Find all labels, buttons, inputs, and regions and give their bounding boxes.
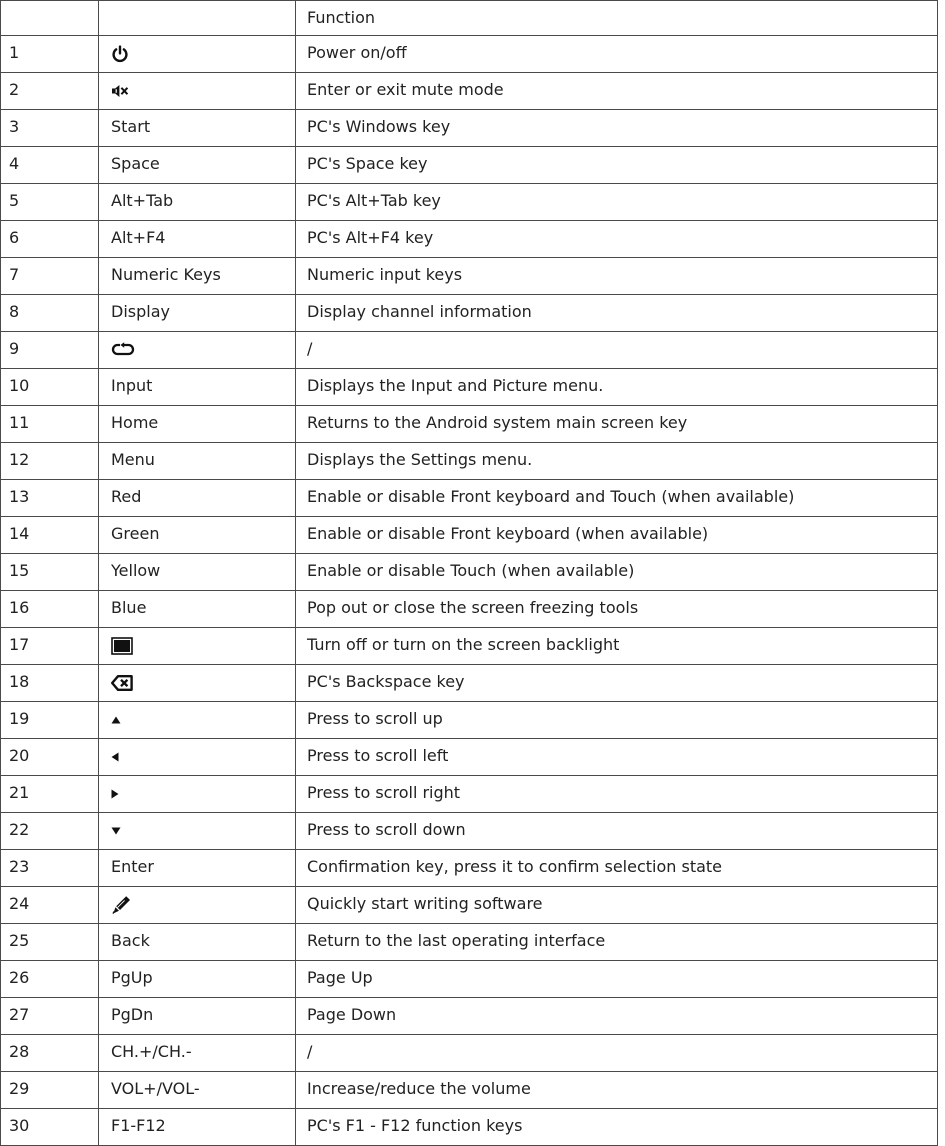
function-cell: Numeric input keys	[296, 258, 938, 295]
row-number-cell: 29	[1, 1072, 99, 1109]
table-row	[1, 406, 938, 443]
row-number-cell: 28	[1, 1035, 99, 1072]
row-number-cell: 20	[1, 739, 99, 776]
table-row	[1, 554, 938, 591]
key-name-cell: CH.+/CH.-	[99, 1035, 296, 1072]
key-icon-cell	[99, 332, 296, 369]
key-icon-cell	[99, 739, 296, 776]
table-row	[1, 332, 938, 369]
header-key-cell	[99, 1, 296, 36]
table-row	[1, 739, 938, 776]
function-cell: Quickly start writing software	[296, 887, 938, 924]
row-number-cell: 23	[1, 850, 99, 887]
row-number-cell: 22	[1, 813, 99, 850]
table-row	[1, 73, 938, 110]
key-name-cell: Input	[99, 369, 296, 406]
table-row	[1, 480, 938, 517]
function-cell: Page Down	[296, 998, 938, 1035]
row-number-cell: 15	[1, 554, 99, 591]
key-icon-cell	[99, 36, 296, 73]
table-row	[1, 1109, 938, 1146]
row-number-cell: 11	[1, 406, 99, 443]
table-row	[1, 221, 938, 258]
table-row	[1, 443, 938, 480]
key-icon-cell	[99, 665, 296, 702]
function-cell: PC's Windows key	[296, 110, 938, 147]
pen-icon	[111, 895, 131, 915]
row-number-cell: 30	[1, 1109, 99, 1146]
row-number-cell: 5	[1, 184, 99, 221]
table-row	[1, 295, 938, 332]
table-row	[1, 1035, 938, 1072]
power-icon	[111, 45, 129, 63]
row-number-cell: 18	[1, 665, 99, 702]
row-number-cell: 21	[1, 776, 99, 813]
key-name-cell: Alt+Tab	[99, 184, 296, 221]
table-row	[1, 887, 938, 924]
row-number-cell: 2	[1, 73, 99, 110]
table-row	[1, 258, 938, 295]
header-no-cell	[1, 1, 99, 36]
table-row	[1, 813, 938, 850]
row-number-cell: 8	[1, 295, 99, 332]
row-number-cell: 6	[1, 221, 99, 258]
row-number-cell: 14	[1, 517, 99, 554]
mute-icon	[111, 83, 129, 99]
table-row	[1, 924, 938, 961]
function-cell: Enable or disable Front keyboard (when available)	[296, 517, 938, 554]
row-number-cell: 1	[1, 36, 99, 73]
key-icon-cell	[99, 628, 296, 665]
key-name-cell: Alt+F4	[99, 221, 296, 258]
key-name-cell: Start	[99, 110, 296, 147]
function-cell: Increase/reduce the volume	[296, 1072, 938, 1109]
key-name-cell: Yellow	[99, 554, 296, 591]
function-cell: Displays the Input and Picture menu.	[296, 369, 938, 406]
function-cell: PC's Backspace key	[296, 665, 938, 702]
function-cell: Enter or exit mute mode	[296, 73, 938, 110]
function-cell: PC's F1 - F12 function keys	[296, 1109, 938, 1146]
function-cell: PC's Alt+F4 key	[296, 221, 938, 258]
arrow-right-icon	[111, 789, 119, 799]
table-row	[1, 998, 938, 1035]
table-row	[1, 369, 938, 406]
function-cell: Press to scroll right	[296, 776, 938, 813]
function-cell: Returns to the Android system main screen key	[296, 406, 938, 443]
table-row	[1, 1072, 938, 1109]
table-row	[1, 517, 938, 554]
key-name-cell: Menu	[99, 443, 296, 480]
backspace-icon	[111, 675, 133, 691]
key-name-cell: PgDn	[99, 998, 296, 1035]
row-number-cell: 12	[1, 443, 99, 480]
function-cell: Display channel information	[296, 295, 938, 332]
arrow-left-icon	[111, 752, 119, 762]
row-number-cell: 16	[1, 591, 99, 628]
function-cell: Press to scroll up	[296, 702, 938, 739]
table-row	[1, 665, 938, 702]
table-body	[1, 1, 938, 1146]
table-row	[1, 776, 938, 813]
function-cell: Return to the last operating interface	[296, 924, 938, 961]
key-icon-cell	[99, 813, 296, 850]
table-row	[1, 110, 938, 147]
key-name-cell: F1-F12	[99, 1109, 296, 1146]
row-number-cell: 27	[1, 998, 99, 1035]
loop-icon	[111, 342, 135, 358]
screen-icon	[111, 637, 133, 655]
key-icon-cell	[99, 702, 296, 739]
key-icon-cell	[99, 776, 296, 813]
key-name-cell: Enter	[99, 850, 296, 887]
table-row	[1, 147, 938, 184]
function-cell: PC's Space key	[296, 147, 938, 184]
key-name-cell: Display	[99, 295, 296, 332]
table-row	[1, 591, 938, 628]
function-cell: Pop out or close the screen freezing tools	[296, 591, 938, 628]
row-number-cell: 4	[1, 147, 99, 184]
table-row	[1, 850, 938, 887]
key-icon-cell	[99, 887, 296, 924]
function-cell: Power on/off	[296, 36, 938, 73]
row-number-cell: 19	[1, 702, 99, 739]
function-cell: Turn off or turn on the screen backlight	[296, 628, 938, 665]
arrow-up-icon	[111, 716, 121, 724]
function-cell: Displays the Settings menu.	[296, 443, 938, 480]
row-number-cell: 10	[1, 369, 99, 406]
row-number-cell: 25	[1, 924, 99, 961]
function-cell: Press to scroll left	[296, 739, 938, 776]
function-cell: Enable or disable Front keyboard and Touch (when available)	[296, 480, 938, 517]
function-cell: /	[296, 332, 938, 369]
key-icon-cell	[99, 73, 296, 110]
table-header-row	[1, 1, 938, 36]
key-name-cell: VOL+/VOL-	[99, 1072, 296, 1109]
table-row	[1, 961, 938, 998]
table-row	[1, 36, 938, 73]
key-name-cell: Green	[99, 517, 296, 554]
table-row	[1, 628, 938, 665]
key-name-cell: Red	[99, 480, 296, 517]
function-cell: Confirmation key, press it to confirm selection state	[296, 850, 938, 887]
row-number-cell: 3	[1, 110, 99, 147]
key-name-cell: Back	[99, 924, 296, 961]
function-cell: Press to scroll down	[296, 813, 938, 850]
function-cell: PC's Alt+Tab key	[296, 184, 938, 221]
arrow-down-icon	[111, 827, 121, 835]
key-name-cell: Space	[99, 147, 296, 184]
table-row	[1, 184, 938, 221]
function-cell: Enable or disable Touch (when available)	[296, 554, 938, 591]
function-cell: Page Up	[296, 961, 938, 998]
row-number-cell: 13	[1, 480, 99, 517]
row-number-cell: 26	[1, 961, 99, 998]
row-number-cell: 9	[1, 332, 99, 369]
key-name-cell: Home	[99, 406, 296, 443]
header-function-cell: Function	[296, 1, 938, 36]
key-name-cell: Blue	[99, 591, 296, 628]
row-number-cell: 24	[1, 887, 99, 924]
table-row	[1, 702, 938, 739]
row-number-cell: 17	[1, 628, 99, 665]
key-name-cell: Numeric Keys	[99, 258, 296, 295]
function-cell: /	[296, 1035, 938, 1072]
row-number-cell: 7	[1, 258, 99, 295]
key-name-cell: PgUp	[99, 961, 296, 998]
